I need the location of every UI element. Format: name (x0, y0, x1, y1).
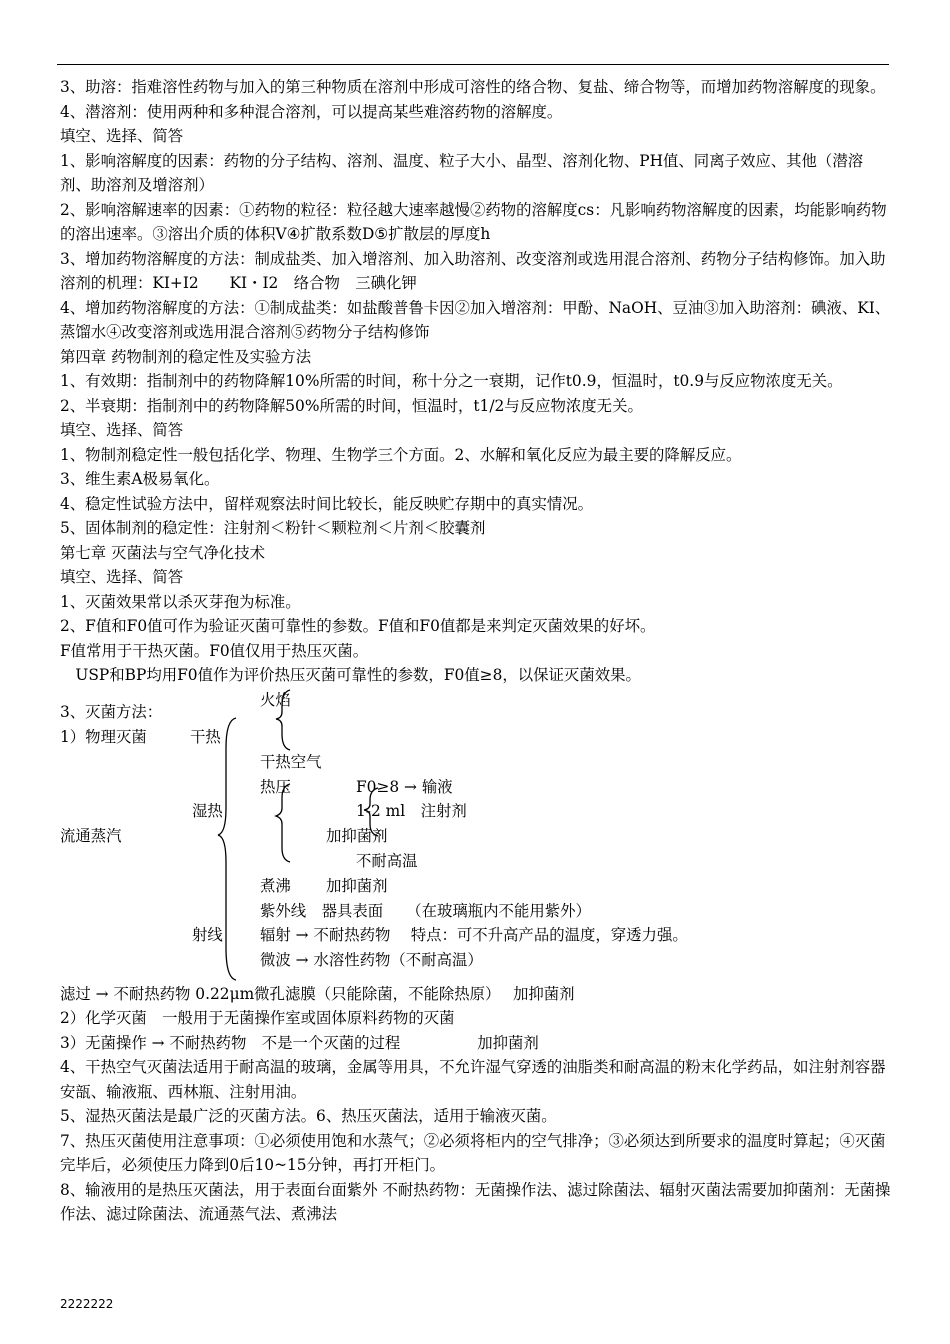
text-line: 8、输液用的是热压灭菌法，用于表面台面紫外 不耐热药物：无菌操作法、滤过除菌法、辐射灭菌法需要加抑菌剂：无菌操作法、滤过除菌法、流通蒸气法、煮沸法 (60, 1180, 891, 1223)
after-diagram (60, 982, 892, 1227)
text-line: 5、湿热灭菌法是最广泛的灭菌方法。6、热压灭菌法，适用于输液灭菌。 (60, 1107, 557, 1125)
text-line: 2、F值和F0值可作为验证灭菌可靠性的参数。F值和F0值都是来判定灭菌效果的好坏。 (60, 617, 656, 635)
label-autoclave-note: F0≥8 → 输液 (356, 777, 453, 796)
document-body (60, 75, 892, 1227)
label-not-heat-resistant: 不耐高温 (356, 851, 418, 870)
text-line: 4、干热空气灭菌法适用于耐高温的玻璃，金属等用具，不允许湿气穿透的油脂类和耐高温的粉末化学药品，如注射剂容器安瓿、输液瓶、西林瓶、注射用油。 (60, 1058, 886, 1101)
text-line: 填空、选择、简答 (60, 568, 184, 586)
label-flame: 火焰 (260, 690, 291, 709)
label-bacteriostat-1: 加抑菌剂 (326, 826, 388, 845)
label-uv: 紫外线 器具表面 （在玻璃瓶内不能用紫外） (260, 901, 591, 920)
label-hot-air: 干热空气 (260, 752, 322, 771)
text-line: 2、半衰期：指制剂中的药物降解50%所需的时间，恒温时，t1/2与反应物浓度无关。 (60, 396, 643, 415)
label-bacteriostat-2: 加抑菌剂 (326, 876, 388, 895)
chapter-heading: 第七章 灭菌法与空气净化技术 (60, 543, 265, 562)
top-lines (60, 75, 892, 688)
label-physical: 1）物理灭菌 (60, 727, 147, 746)
chapter-heading: 第四章 药物制剂的稳定性及实验方法 (60, 347, 312, 366)
text-line: 3、助溶：指难溶性药物与加入的第三种物质在溶剂中形成可溶性的络合物、复盐、缔合物等，而增加药物溶解度的现象。 (60, 78, 886, 96)
label-boiling: 煮沸 (260, 876, 291, 895)
label-chemical: 2）化学灭菌 一般用于无菌操作室或固体原料药物的灭菌 (60, 1009, 455, 1027)
text-line: 1、灭菌效果常以杀灭芽孢为标准。 (60, 592, 301, 611)
text-line: F值常用于干热灭菌。F0值仅用于热压灭菌。 (60, 641, 369, 660)
label-moist-heat: 湿热 (192, 801, 223, 820)
label-filtration: 滤过 → 不耐热药物 0.22μm微孔滤膜（只能除菌，不能除热原） 加抑菌剂 (60, 984, 575, 1003)
header-rule (57, 64, 889, 65)
label-radiation: 射线 (192, 925, 223, 944)
text-line: 4、潜溶剂：使用两种和多种混合溶剂，可以提高某些难溶药物的溶解度。 (60, 102, 563, 121)
text-line: 3、维生素A极易氧化。 (60, 470, 220, 488)
text-line: 7、热压灭菌使用注意事项：①必须使用饱和水蒸气；②必须将柜内的空气排净；③必须达到所要求的温度时算起；④灭菌完毕后，必须使压力降到0后10~15分钟，再打开柜门。 (60, 1131, 886, 1174)
text-line: 1、影响溶解度的因素：药物的分子结构、溶剂、温度、粒子大小、晶型、溶剂化物、PH值、同离子效应、其他（潜溶剂、助溶剂及增溶剂） (60, 151, 864, 194)
page-footer: 2222222 (60, 1297, 114, 1311)
label-microwave: 微波 → 水溶性药物（不耐高温） (260, 950, 483, 969)
sterilization-diagram (60, 688, 892, 982)
text-line: 2、影响溶解速率的因素：①药物的粒径：粒径越大速率越慢②药物的溶解度cs：凡影响药物溶解度的因素，均能影响药物的溶出速率。③溶出介质的体积V④扩散系数D⑤扩散层的厚度h (60, 200, 887, 243)
label-aseptic: 3）无菌操作 → 不耐热药物 不是一个灭菌的过程 加抑菌剂 (60, 1033, 539, 1052)
text-line: 3、增加药物溶解度的方法：制成盐类、加入增溶剂、加入助溶剂、改变溶剂或选用混合溶剂、药物分子结构修饰。加入助溶剂的机理：KI+I2 KI・I2 络合物 三碘化钾 (60, 249, 886, 292)
label-autoclave: 热压 (260, 777, 291, 796)
text-line: 4、稳定性试验方法中，留样观察法时间比较长，能反映贮存期中的真实情况。 (60, 494, 594, 513)
label-injection-note: 1-2 ml 注射剂 (356, 801, 467, 820)
diagram-heading: 3、灭菌方法： (60, 702, 163, 721)
text-line: 填空、选择、简答 (60, 421, 184, 439)
text-line: 1、有效期：指制剂中的药物降解10%所需的时间，称十分之一衰期，记作t0.9，恒温时，t0.9与反应物浓度无关。 (60, 372, 843, 390)
label-dry-heat: 干热 (190, 727, 221, 746)
label-flowing-steam: 流通蒸汽 (60, 826, 122, 845)
text-line: USP和BP均用F0值作为评价热压灭菌可靠性的参数，F0值≥8，以保证灭菌效果。 (60, 666, 641, 684)
text-line: 1、物制剂稳定性一般包括化学、物理、生物学三个方面。2、水解和氧化反应为最主要的降解反应。 (60, 445, 742, 464)
text-line: 填空、选择、简答 (60, 127, 184, 145)
label-irradiation: 辐射 → 不耐热药物 特点：可不升高产品的温度，穿透力强。 (260, 925, 688, 944)
text-line: 4、增加药物溶解度的方法：①制成盐类：如盐酸普鲁卡因②加入增溶剂：甲酚、NaOH、豆油③加入助溶剂：碘液、KI、蒸馏水④改变溶剂或选用混合溶剂⑤药物分子结构修饰 (60, 298, 891, 341)
text-line: 5、固体制剂的稳定性：注射剂＜粉针＜颗粒剂＜片剂＜胶囊剂 (60, 519, 486, 537)
